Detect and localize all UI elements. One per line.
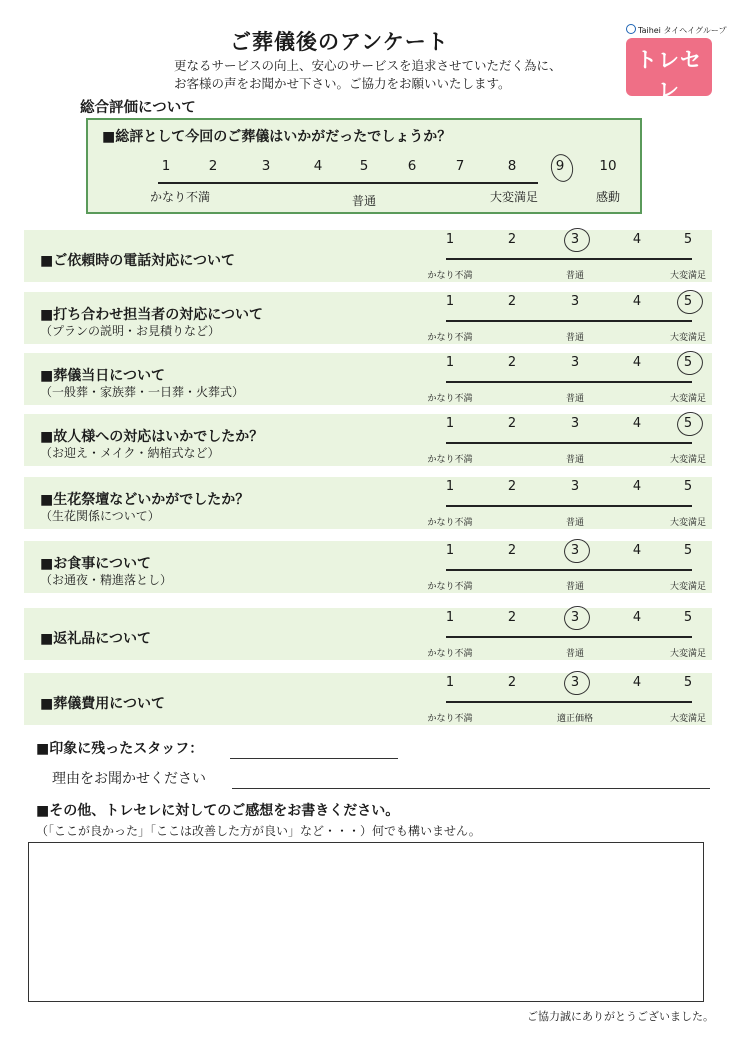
tresere-logo (626, 38, 712, 121)
rating-option-2[interactable]: 2 (507, 675, 517, 690)
page-title: ご葬儀後のアンケート (230, 30, 449, 54)
overall-scale-6[interactable]: 6 (407, 158, 417, 174)
question-title: ■返礼品について (40, 631, 151, 647)
rating-option-1[interactable]: 1 (445, 675, 455, 690)
rating-label-low: かなり不満 (427, 649, 473, 659)
intro-text-line-2: お客様の声をお聞かせ下さい。ご協力をお願いいたします。 (174, 76, 511, 91)
rating-label-mid: 普通 (565, 394, 585, 404)
rating-scale-line (446, 258, 692, 260)
rating-scale-line (446, 636, 692, 638)
rating-label-high: 大変満足 (669, 649, 707, 659)
rating-label-mid: 普通 (565, 582, 585, 592)
rating-option-3[interactable]: 3 (570, 416, 580, 431)
question-title: ■葬儀費用について (40, 696, 165, 712)
overall-label-high: 大変満足 (489, 190, 539, 204)
question-row-7 (24, 608, 712, 660)
rating-option-1[interactable]: 1 (445, 610, 455, 625)
logo-main-text: トレセレ (636, 48, 702, 102)
overall-scale-9[interactable]: 9 (555, 158, 565, 174)
question-title: ■生花祭壇などいかがでしたか？ (40, 492, 250, 508)
question-subtitle: （一般葬・家族葬・一日葬・火葬式） (40, 385, 245, 399)
rating-option-4[interactable]: 4 (632, 294, 642, 309)
rating-option-5[interactable]: 5 (683, 416, 693, 431)
selected-rating-circle (675, 349, 705, 378)
rating-label-high: 大変満足 (669, 518, 707, 528)
rating-option-4[interactable]: 4 (632, 543, 642, 558)
rating-option-3[interactable]: 3 (570, 543, 580, 558)
rating-option-1[interactable]: 1 (445, 479, 455, 494)
rating-label-low: かなり不満 (427, 455, 473, 465)
overall-rating-box (86, 118, 642, 214)
overall-scale-7[interactable]: 7 (455, 158, 465, 174)
question-title: ■葬儀当日について (40, 368, 165, 384)
selected-rating-circle (562, 604, 592, 633)
rating-label-mid: 普通 (565, 333, 585, 343)
rating-scale-line (446, 442, 692, 444)
question-row-1 (24, 230, 712, 282)
overall-scale-5[interactable]: 5 (359, 158, 369, 174)
reason-label: 理由をお聞かせください (52, 771, 206, 787)
overall-scale-3[interactable]: 3 (261, 158, 271, 174)
rating-option-4[interactable]: 4 (632, 479, 642, 494)
rating-label-low: かなり不満 (427, 394, 473, 404)
overall-label-top: 感動 (595, 190, 621, 204)
rating-label-mid: 普通 (565, 271, 585, 281)
rating-option-3[interactable]: 3 (570, 675, 580, 690)
overall-scale-line (158, 182, 538, 184)
rating-option-1[interactable]: 1 (445, 355, 455, 370)
overall-section-heading: 総合評価について (80, 100, 196, 116)
rating-option-3[interactable]: 3 (570, 355, 580, 370)
rating-scale-line (446, 569, 692, 571)
overall-scale-10[interactable]: 10 (599, 158, 617, 174)
rating-scale-line (446, 320, 692, 322)
rating-label-high: 大変満足 (669, 333, 707, 343)
rating-option-1[interactable]: 1 (445, 232, 455, 247)
rating-option-3[interactable]: 3 (570, 232, 580, 247)
rating-label-high: 大変満足 (669, 455, 707, 465)
overall-scale-2[interactable]: 2 (208, 158, 218, 174)
selected-rating-circle (562, 537, 592, 566)
selected-rating-circle (562, 669, 592, 698)
rating-option-2[interactable]: 2 (507, 479, 517, 494)
selected-rating-circle (548, 152, 575, 184)
rating-option-4[interactable]: 4 (632, 232, 642, 247)
rating-option-2[interactable]: 2 (507, 416, 517, 431)
brand-group-label (626, 24, 727, 36)
question-subtitle: （お通夜・精進落とし） (40, 573, 173, 587)
rating-option-5[interactable]: 5 (683, 232, 693, 247)
rating-option-5[interactable]: 5 (683, 675, 693, 690)
thanks-message: ご協力誠にありがとうございました。 (527, 1010, 714, 1023)
rating-label-high: 大変満足 (669, 582, 707, 592)
selected-rating-circle (562, 226, 592, 255)
rating-scale-line (446, 381, 692, 383)
rating-label-mid: 普通 (565, 518, 585, 528)
rating-option-5[interactable]: 5 (683, 294, 693, 309)
comment-box[interactable] (28, 842, 704, 1002)
staff-name-field[interactable] (230, 758, 398, 759)
question-subtitle: （生花関係について） (40, 509, 160, 523)
logo-sub-text: 安心葬儀 (649, 110, 689, 121)
other-comments-title: ■その他、トレセレに対してのご感想をお書きください。 (36, 803, 400, 819)
rating-option-3[interactable]: 3 (570, 479, 580, 494)
rating-option-5[interactable]: 5 (683, 610, 693, 625)
brand-group-text: Taihei タイヘイグループ (638, 26, 727, 35)
question-title: ■打ち合わせ担当者の対応について (40, 307, 263, 323)
overall-scale-8[interactable]: 8 (507, 158, 517, 174)
rating-option-4[interactable]: 4 (632, 610, 642, 625)
rating-label-high: 大変満足 (669, 394, 707, 404)
question-row-8 (24, 673, 712, 725)
rating-option-1[interactable]: 1 (445, 416, 455, 431)
question-row-4 (24, 414, 712, 466)
brand-mark-icon (626, 24, 636, 34)
rating-option-4[interactable]: 4 (632, 355, 642, 370)
rating-option-2[interactable]: 2 (507, 294, 517, 309)
selected-rating-circle (675, 288, 705, 317)
overall-question: ■総評として今回のご葬儀はいかがだったでしょうか？ (102, 129, 452, 145)
reason-field[interactable] (232, 788, 710, 789)
rating-label-low: かなり不満 (427, 271, 473, 281)
question-title: ■お食事について (40, 556, 151, 572)
rating-label-high: 大変満足 (669, 714, 707, 724)
rating-label-mid: 普通 (565, 455, 585, 465)
staff-label: ■印象に残ったスタッフ： (36, 741, 204, 757)
question-title: ■故人様への対応はいかでしたか？ (40, 429, 264, 445)
rating-option-2[interactable]: 2 (507, 543, 517, 558)
question-row-5 (24, 477, 712, 529)
rating-label-mid: 適正価格 (556, 714, 594, 724)
question-row-6 (24, 541, 712, 593)
rating-option-5[interactable]: 5 (683, 543, 693, 558)
other-comments-subtitle: （「ここが良かった」「ここは改善した方が良い」など・・・）何でも構いません。 (36, 824, 481, 838)
rating-option-4[interactable]: 4 (632, 675, 642, 690)
rating-option-3[interactable]: 3 (570, 294, 580, 309)
rating-scale-line (446, 505, 692, 507)
rating-option-1[interactable]: 1 (445, 294, 455, 309)
rating-label-low: かなり不満 (427, 333, 473, 343)
rating-label-mid: 普通 (565, 649, 585, 659)
question-row-2 (24, 292, 712, 344)
question-subtitle: （お迎え・メイク・納棺式など） (40, 446, 220, 460)
rating-label-low: かなり不満 (427, 582, 473, 592)
intro-text-line-1: 更なるサービスの向上、安心のサービスを追求させていただく為に、 (174, 58, 562, 73)
rating-scale-line (446, 701, 692, 703)
rating-option-5[interactable]: 5 (683, 479, 693, 494)
overall-scale-1[interactable]: 1 (161, 158, 171, 174)
question-title: ■ご依頼時の電話対応について (40, 253, 235, 269)
rating-option-5[interactable]: 5 (683, 355, 693, 370)
overall-label-mid: 普通 (351, 194, 377, 208)
rating-option-2[interactable]: 2 (507, 355, 517, 370)
rating-option-2[interactable]: 2 (507, 610, 517, 625)
rating-option-3[interactable]: 3 (570, 610, 580, 625)
rating-label-low: かなり不満 (427, 714, 473, 724)
rating-label-low: かなり不満 (427, 518, 473, 528)
rating-option-2[interactable]: 2 (507, 232, 517, 247)
overall-scale-4[interactable]: 4 (313, 158, 323, 174)
question-row-3 (24, 353, 712, 405)
rating-option-4[interactable]: 4 (632, 416, 642, 431)
overall-label-low: かなり不満 (149, 190, 211, 204)
rating-label-high: 大変満足 (669, 271, 707, 281)
question-subtitle: （プランの説明・お見積りなど） (40, 324, 221, 338)
rating-option-1[interactable]: 1 (445, 543, 455, 558)
selected-rating-circle (675, 410, 705, 439)
